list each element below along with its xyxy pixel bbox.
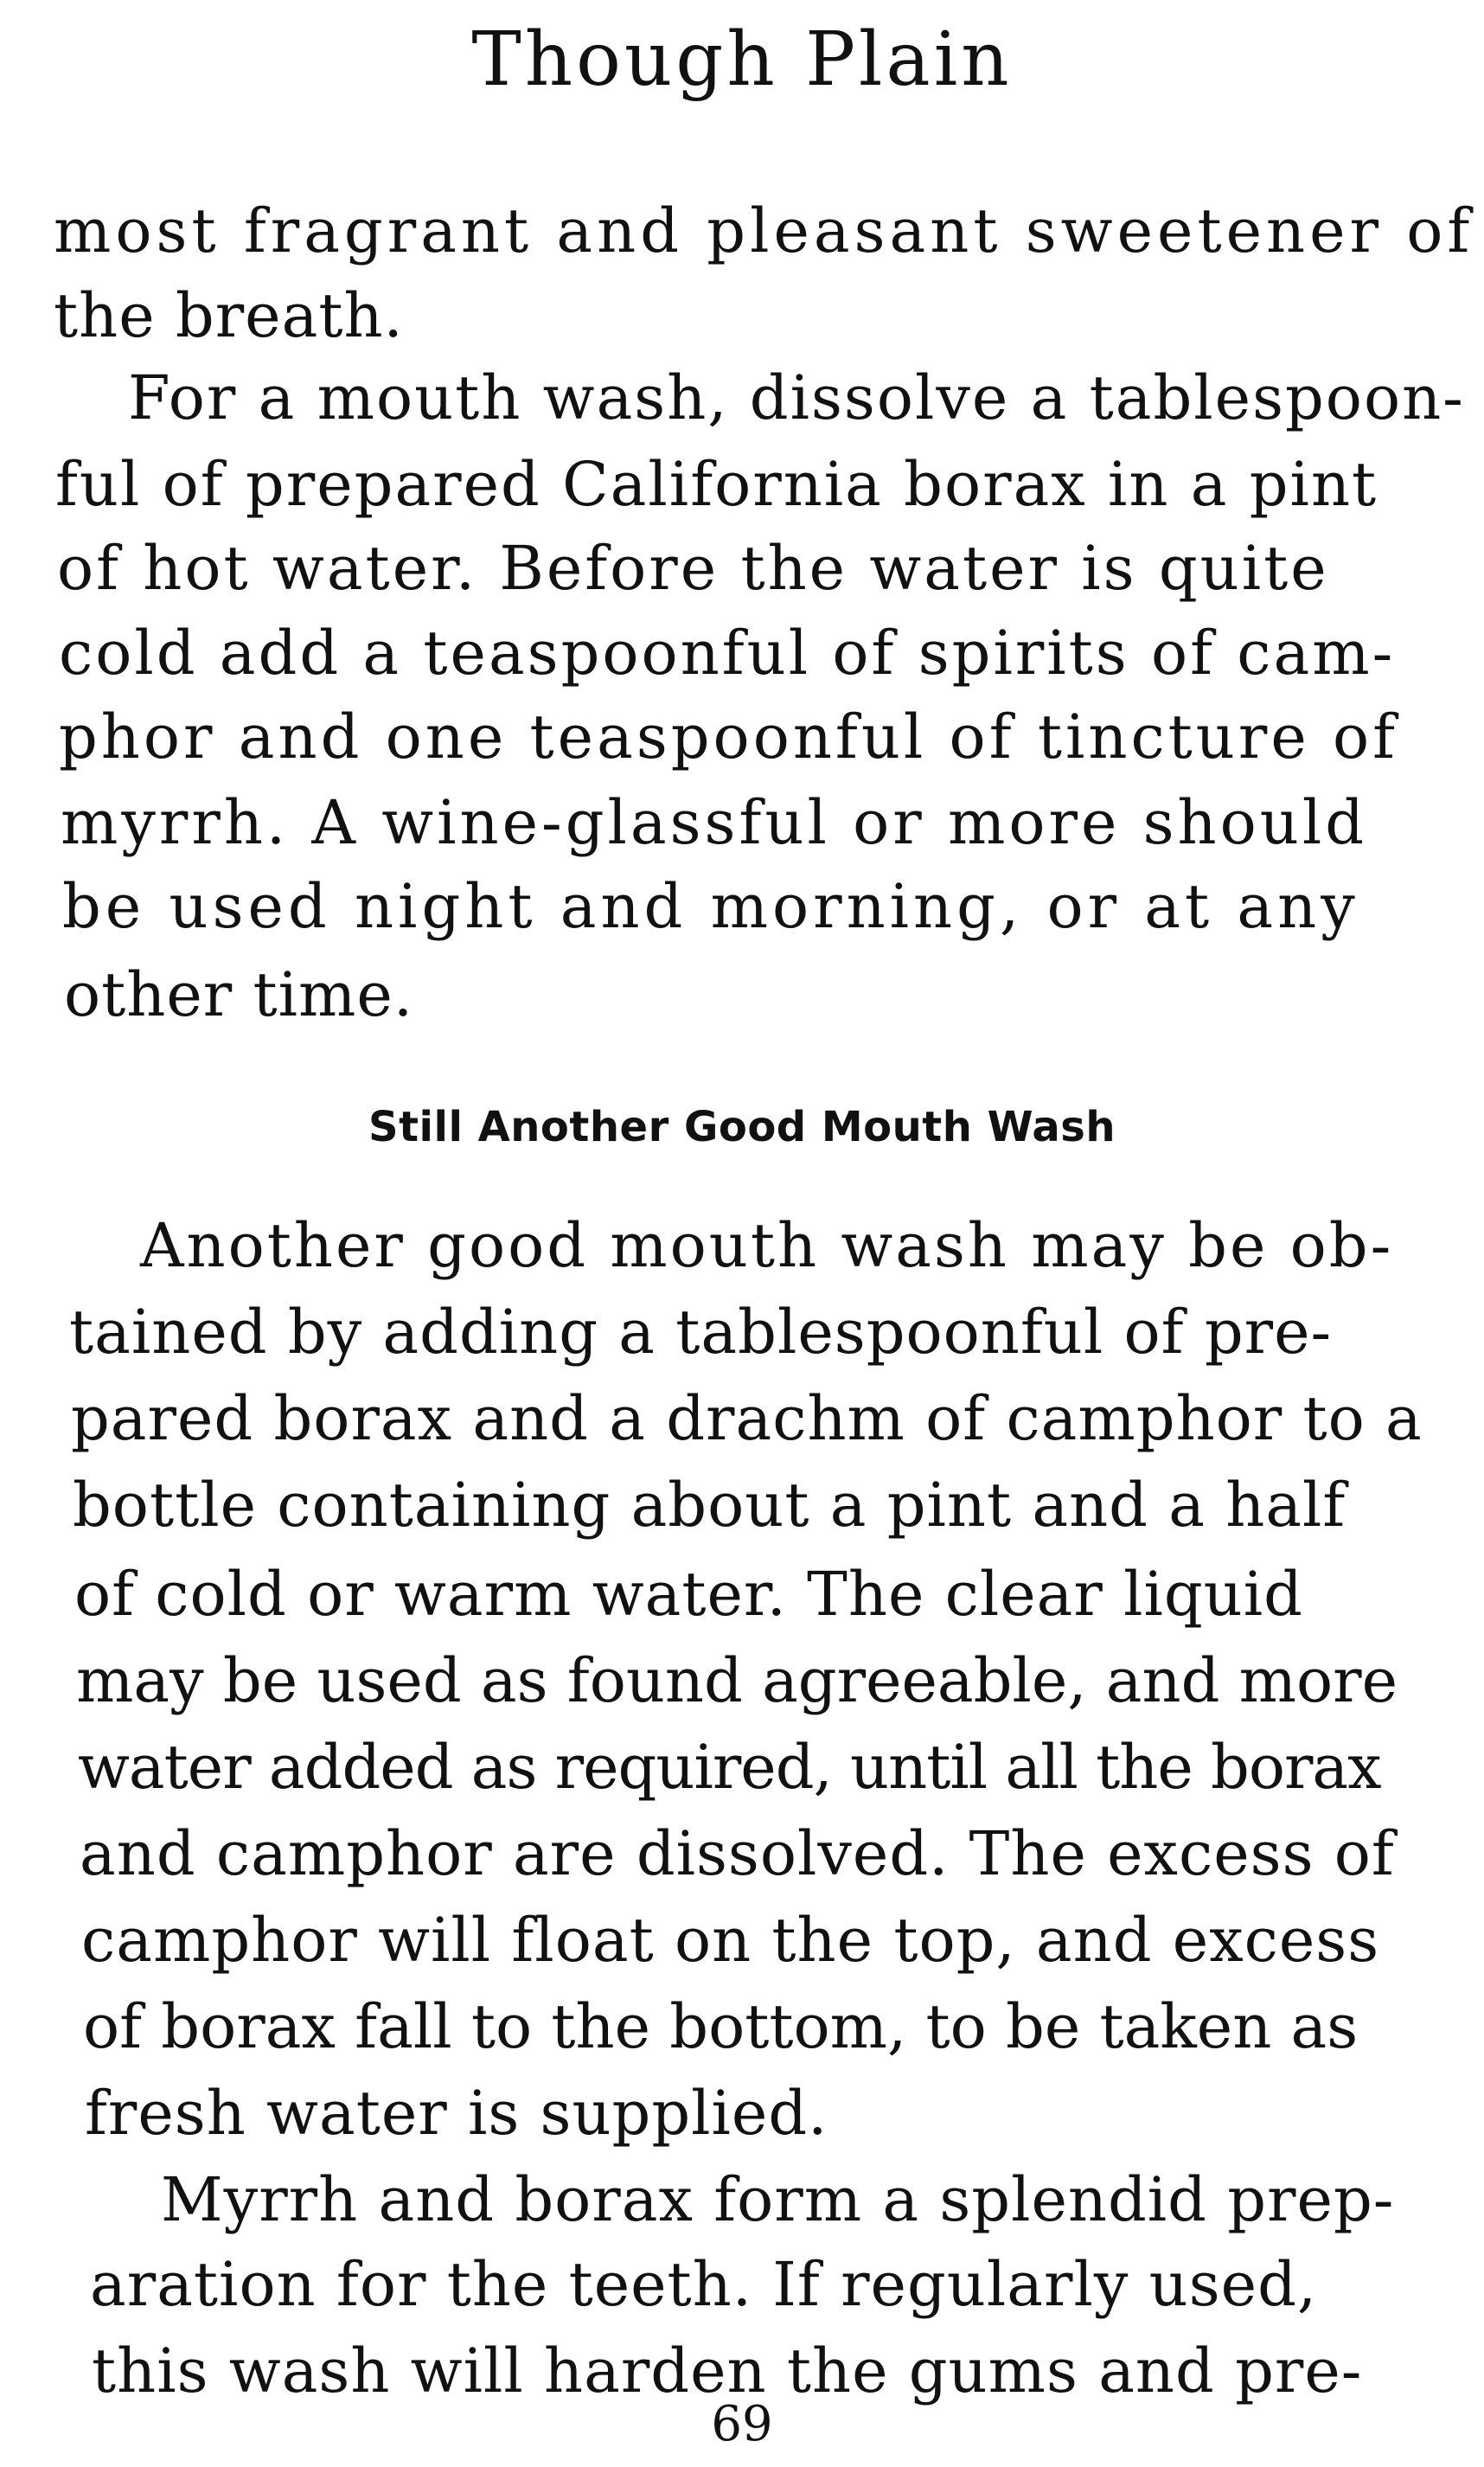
page-number: 69 bbox=[711, 2396, 773, 2452]
text-line: other time. bbox=[64, 959, 414, 1030]
text-line: aration for the teeth. If regularly used, bbox=[90, 2249, 1318, 2320]
running-head: Though Plain bbox=[471, 16, 1013, 103]
text-line: tained by adding a tablespoonful of pre- bbox=[69, 1297, 1333, 1368]
text-line: phor and one teaspoonful of tincture of bbox=[59, 702, 1399, 772]
text-line: Myrrh and borax form a splendid prep- bbox=[161, 2164, 1395, 2235]
text-line: may be used as found agreeable, and more bbox=[76, 1645, 1398, 1716]
text-line: water added as required, until all the borax bbox=[78, 1732, 1381, 1803]
text-line: myrrh. A wine-glassful or more should bbox=[61, 787, 1368, 858]
text-line: the breath. bbox=[54, 280, 404, 351]
text-line: of cold or warm water. The clear liquid bbox=[74, 1559, 1303, 1630]
text-line: of hot water. Before the water is quite bbox=[57, 533, 1329, 604]
text-line: most fragrant and pleasant sweetener of bbox=[54, 195, 1474, 266]
text-line: fresh water is supplied. bbox=[85, 2078, 828, 2149]
text-line: Another good mouth wash may be ob- bbox=[140, 1210, 1394, 1281]
text-line: bottle containing about a pint and a half bbox=[73, 1470, 1346, 1541]
text-line: be used night and morning, or at any bbox=[62, 871, 1359, 942]
text-line: camphor will float on the top, and excess bbox=[81, 1905, 1380, 1976]
text-line: ful of prepared California borax in a pint bbox=[55, 449, 1378, 520]
text-line: pared borax and a drachm of camphor to a bbox=[71, 1383, 1423, 1454]
text-line: For a mouth wash, dissolve a tablespoon- bbox=[128, 362, 1465, 433]
text-line: and camphor are dissolved. The excess of bbox=[80, 1818, 1395, 1889]
text-line: of borax fall to the bottom, to be taken as bbox=[83, 1991, 1359, 2062]
text-line: this wash will harden the gums and pre- bbox=[92, 2336, 1363, 2406]
text-line: cold add a teaspoonful of spirits of cam- bbox=[59, 618, 1396, 689]
section-heading: Still Another Good Mouth Wash bbox=[368, 1103, 1116, 1151]
